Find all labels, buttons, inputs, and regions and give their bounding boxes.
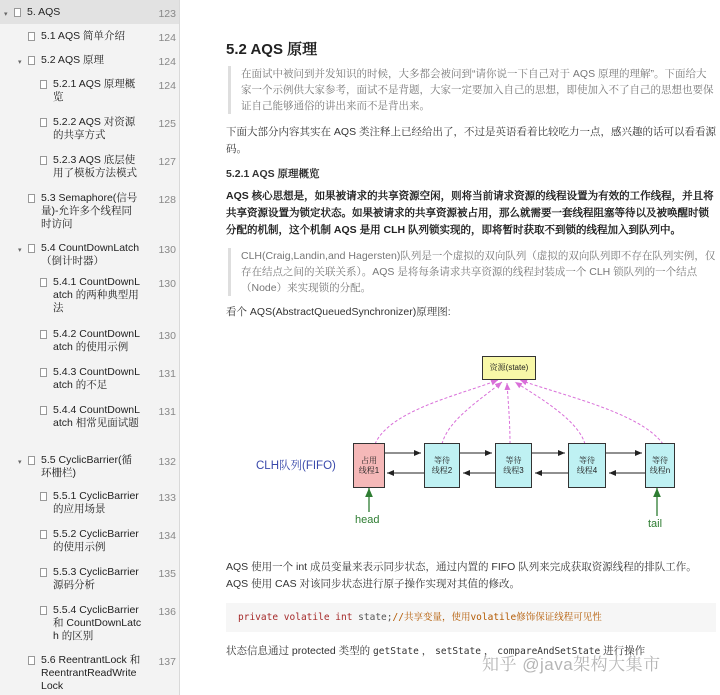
toc-item-label: 5.2 AQS 原理 — [41, 54, 105, 66]
document-icon — [40, 278, 47, 287]
head-label: head — [355, 514, 380, 526]
expand-toggle-icon[interactable]: ▾ — [18, 459, 22, 466]
toc-page-number: 127 — [158, 156, 176, 168]
toc-item[interactable] — [0, 72, 180, 110]
resource-state-node: 资源(state) — [482, 356, 536, 380]
toc-item[interactable] — [0, 270, 180, 322]
toc-item[interactable] — [0, 360, 180, 398]
intro-paragraph: 下面大部分内容其实在 AQS 类注释上已经给出了，不过是英语看着比较吃力一点，感兴趣的话可以看看源码。 — [226, 126, 717, 155]
document-icon — [40, 568, 47, 577]
toc-item[interactable] — [0, 148, 180, 186]
toc-item-label: 5.3 Semaphore(信号量)-允许多个线程同时访问 — [41, 192, 138, 230]
code-keyword: int — [335, 612, 353, 623]
toc-page-number: 135 — [158, 568, 176, 580]
toc-item-label: 5.5.1 CyclicBarrier 的应用场景 — [53, 490, 139, 515]
toc-page-number: 130 — [158, 330, 176, 342]
document-icon — [28, 194, 35, 203]
toc-item-label: 5.2.3 AQS 底层使用了模板方法模式 — [53, 154, 137, 179]
document-icon — [40, 156, 47, 165]
toc-item-label: 5.2.2 AQS 对资源的共享方式 — [53, 116, 136, 141]
toc-item-label: 5.4.4 CountDownLatch 相常见面试题 — [53, 404, 140, 429]
toc-page-number: 136 — [158, 606, 176, 618]
toc-page-number: 125 — [158, 118, 176, 130]
waiting-thread-node: 等待 线程n — [645, 443, 675, 488]
inline-code: setState — [435, 646, 481, 657]
document-icon — [40, 530, 47, 539]
document-icon — [40, 406, 47, 415]
intro-quote: 在面试中被问到并发知识的时候，大多都会被问到“请你说一下自己对于 AQS 原理的理解”。下面给大家一个示例供大家参考，面试不是背题，大家一定要加入自己的思想，即使加入不了自己的思想也要保证自己能够通俗的讲出来而不是背出来。 — [228, 66, 716, 114]
toc-item[interactable] — [0, 110, 180, 148]
toc-item-label: 5.4.2 CountDownLatch 的使用示例 — [53, 328, 140, 353]
toc-item-label: 5. AQS — [27, 6, 61, 18]
toc-page-number: 133 — [158, 492, 176, 504]
document-icon — [28, 456, 35, 465]
toc-item[interactable] — [0, 48, 180, 72]
toc-item-label: 5.4.1 CountDownLatch 的两种典型用法 — [53, 276, 140, 314]
document-icon — [40, 368, 47, 377]
occupy-thread-node: 占用 线程1 — [353, 443, 385, 488]
toc-item[interactable] — [0, 560, 180, 598]
code-keyword: volatile — [283, 612, 330, 623]
toc-item[interactable] — [0, 522, 180, 560]
toc-page-number: 131 — [158, 406, 176, 418]
toc-item-label: 5.4.3 CountDownLatch 的不足 — [53, 366, 140, 391]
toc-page-number: 132 — [158, 456, 176, 468]
document-icon — [28, 244, 35, 253]
toc-item-label: 5.5 CyclicBarrier(循环栅栏) — [41, 454, 133, 479]
toc-page-number: 130 — [158, 244, 176, 256]
inline-code: getState — [373, 646, 419, 657]
toc-item[interactable] — [0, 648, 180, 695]
expand-toggle-icon[interactable]: ▾ — [18, 247, 22, 254]
toc-item[interactable] — [0, 0, 180, 24]
toc-page-number: 124 — [158, 32, 176, 44]
code-keyword: private — [238, 612, 279, 623]
toc-page-number: 137 — [158, 656, 176, 668]
pink-arrow — [520, 380, 663, 444]
toc-item[interactable] — [0, 398, 180, 448]
document-icon — [28, 656, 35, 665]
section-title: 5.2.1 AQS 原理概览 — [226, 168, 320, 180]
pink-arrow — [507, 383, 510, 444]
waiting-thread-node: 等待 线程2 — [424, 443, 460, 488]
document-icon — [40, 606, 47, 615]
toc-page-number: 128 — [158, 194, 176, 206]
toc-item[interactable] — [0, 484, 180, 522]
toc-page-number: 124 — [158, 56, 176, 68]
toc-item-label: 5.5.2 CyclicBarrier 的使用示例 — [53, 528, 139, 553]
toc-item[interactable] — [0, 24, 180, 48]
code-text: state; — [352, 612, 393, 623]
toc-item-label: 5.4 CountDownLatch （倒计时器） — [41, 242, 140, 267]
watermark: 知乎 @java架构大集市 — [482, 655, 661, 674]
toc-item[interactable] — [0, 448, 180, 484]
last-paragraph-start: 状态信息通过 protected 类型的 — [226, 645, 371, 657]
clh-quote: CLH(Craig,Landin,and Hagersten)队列是一个虚拟的双向队列（虚拟的双向队列即不存在队列实例，仅存在结点之间的关联关系）。AQS 是将每条请求共享资源的线程封装成一个 CLH 锁队列的一个结点（Node）来实现锁的分配。 — [228, 248, 716, 296]
toc-item[interactable] — [0, 322, 180, 360]
waiting-thread-node: 等待 线程3 — [495, 443, 532, 488]
last-paragraph-end: 进行操作 — [603, 645, 646, 657]
toc-item-label: 5.1 AQS 简单介绍 — [41, 30, 126, 42]
page-title: 5.2 AQS 原理 — [226, 41, 318, 58]
document-icon — [28, 56, 35, 65]
document-icon — [40, 492, 47, 501]
toc-item-label: 5.5.4 CyclicBarrier 和 CountDownLatch 的区别 — [53, 604, 142, 642]
toc-item[interactable] — [0, 598, 180, 648]
pink-arrow — [442, 382, 502, 444]
core-paragraph: AQS 核心思想是，如果被请求的共享资源空闲，则将当前请求资源的线程设置为有效的工作线程，并且将共享资源设置为锁定状态。如果被请求的共享资源被占用，那么就需要一套线程阻塞等待以及被唤醒时锁分配的机制，这个机制 AQS 是用 CLH 队列锁实现的，即将暂时获取不到锁的线程加入到队列中。 — [226, 190, 714, 236]
pink-arrow — [515, 382, 585, 444]
expand-toggle-icon[interactable]: ▾ — [18, 59, 22, 66]
pink-arrow — [375, 380, 498, 444]
toc-item-label: 5.5.3 CyclicBarrier源码分析 — [53, 566, 139, 591]
document-icon — [40, 330, 47, 339]
toc-item[interactable] — [0, 186, 180, 236]
toc-page-number: 130 — [158, 278, 176, 290]
aqs-diagram — [180, 340, 720, 550]
code-block — [226, 603, 716, 632]
toc-item-label: 5.6 ReentrantLock 和 ReentrantReadWriteLock — [41, 654, 141, 692]
expand-toggle-icon[interactable]: ▾ — [4, 11, 8, 18]
toc-page-number: 134 — [158, 530, 176, 542]
state-paragraph: AQS 使用一个 int 成员变量来表示同步状态，通过内置的 FIFO 队列来完成获取资源线程的排队工作。AQS 使用 CAS 对该同步状态进行原子操作实现对其值的修改。 — [226, 561, 697, 590]
toc-item-label: 5.2.1 AQS 原理概览 — [53, 78, 136, 103]
document-icon — [40, 118, 47, 127]
toc-item[interactable] — [0, 236, 180, 270]
last-paragraph: 状态信息通过 protected 类型的 getState ， setState ， compareAndSetState 进行操作 — [226, 645, 646, 657]
document-icon — [40, 80, 47, 89]
toc-page-number: 123 — [158, 8, 176, 20]
waiting-thread-node: 等待 线程4 — [568, 443, 606, 488]
document-icon — [14, 8, 21, 17]
diagram-intro: 看个 AQS(AbstractQueuedSynchronizer)原理图: — [226, 306, 451, 318]
article-content — [180, 0, 720, 695]
inline-code: compareAndSetState — [497, 646, 601, 657]
tail-label: tail — [648, 518, 663, 530]
document-icon — [28, 32, 35, 41]
clh-queue-label: CLH队列(FIFO) — [256, 460, 336, 472]
toc-page-number: 124 — [158, 80, 176, 92]
toc-page-number: 131 — [158, 368, 176, 380]
code-comment: //共享变量，使用volatile修饰保证线程可见性 — [392, 612, 602, 623]
toc-sidebar — [0, 0, 180, 695]
